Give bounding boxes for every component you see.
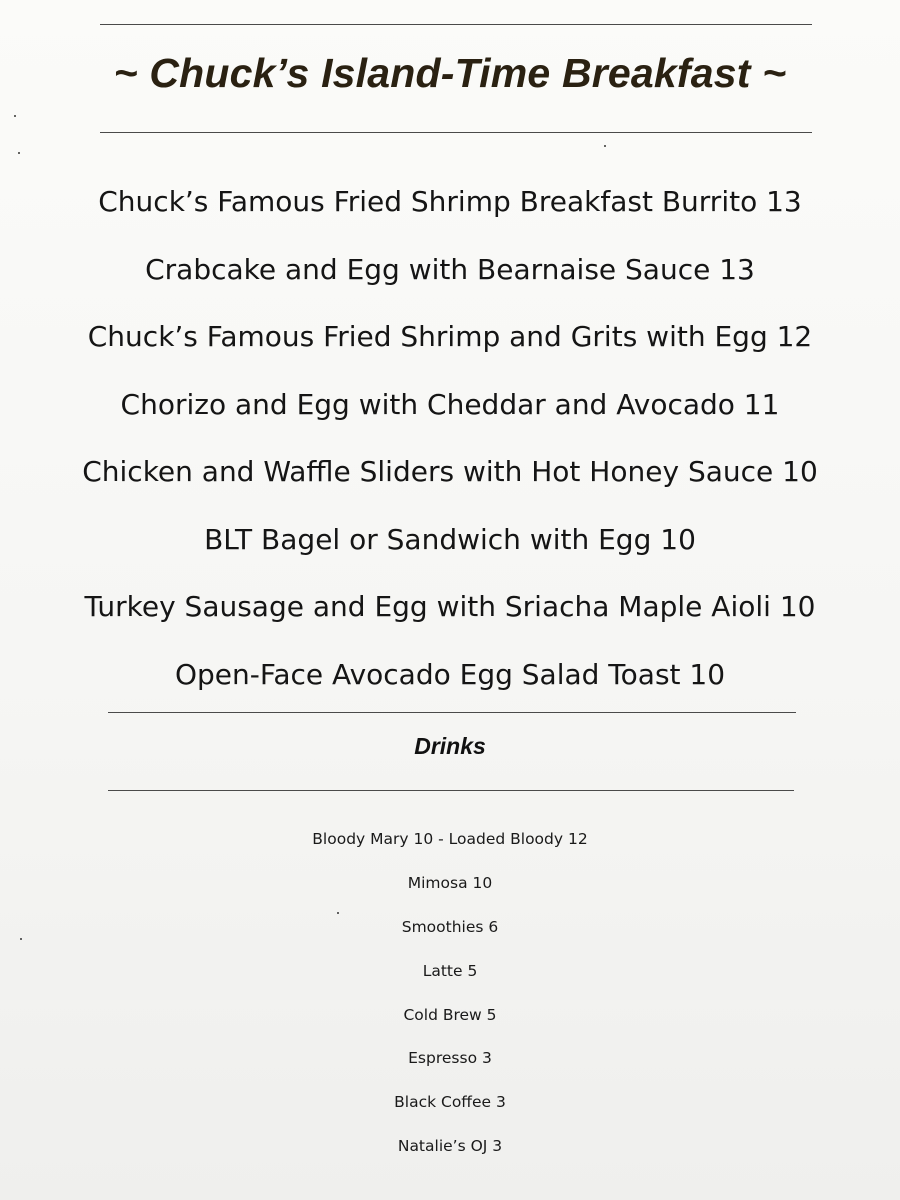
menu-item: Open-Face Avocado Egg Salad Toast 10 — [174, 657, 726, 691]
paper-speck — [20, 938, 22, 940]
menu-item: Chicken and Waffle Sliders with Hot Honey Sauce 10 — [82, 455, 818, 488]
drink-item: Black Coffee 3 — [394, 1093, 506, 1112]
menu-item: Turkey Sausage and Egg with Sriacha Maple Aioli 10 — [84, 590, 816, 623]
paper-speck — [18, 152, 20, 154]
drink-item: Bloody Mary 10 - Loaded Bloody 12 — [312, 830, 588, 848]
menu-item: Chorizo and Egg with Cheddar and Avocado 11 — [120, 387, 780, 421]
menu-item: Chuck’s Famous Fried Shrimp and Grits with Egg 12 — [87, 320, 813, 353]
menu-item: BLT Bagel or Sandwich with Egg 10 — [204, 522, 696, 556]
paper-speck — [337, 912, 339, 914]
paper-speck — [14, 115, 16, 117]
drink-item: Cold Brew 5 — [403, 1005, 497, 1024]
drinks-top-divider — [108, 712, 796, 713]
paper-speck — [604, 145, 606, 147]
drinks-list — [0, 818, 900, 1169]
title-divider — [100, 132, 812, 133]
drink-item: Natalie’s OJ 3 — [397, 1137, 503, 1156]
breakfast-items-list — [0, 168, 900, 708]
drink-item: Espresso 3 — [408, 1049, 492, 1068]
top-divider — [100, 24, 812, 25]
menu-title: ~ Chuck’s Island-Time Breakfast ~ — [113, 50, 787, 96]
menu-item: Chuck’s Famous Fried Shrimp Breakfast Burrito 13 — [98, 185, 802, 218]
drink-item: Mimosa 10 — [407, 873, 493, 892]
menu-item: Crabcake and Egg with Bearnaise Sauce 13 — [145, 252, 755, 286]
drink-item: Latte 5 — [422, 961, 478, 980]
drinks-bottom-divider — [108, 790, 794, 791]
drink-item: Smoothies 6 — [401, 917, 499, 936]
drinks-heading: Drinks — [414, 733, 486, 759]
